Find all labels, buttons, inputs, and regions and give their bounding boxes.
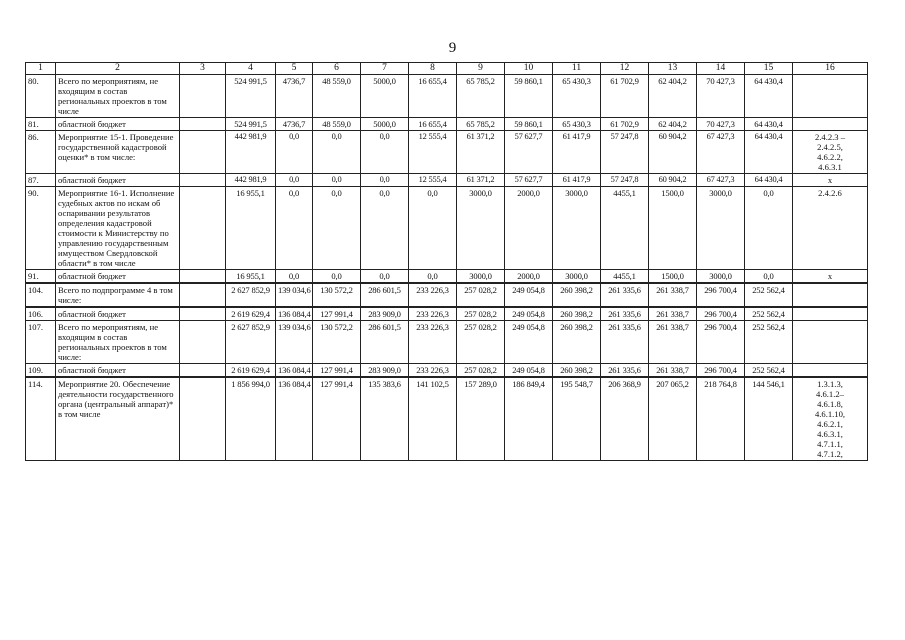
value-cell: 0,0 (276, 187, 313, 270)
row-description: областной бюджет (56, 364, 180, 378)
table-row (26, 75, 868, 118)
reference-line: 4.6.1.8, (817, 399, 843, 409)
column-header-12: 12 (601, 63, 649, 75)
value-cell: 0,0 (313, 174, 361, 187)
column-header-3: 3 (180, 63, 226, 75)
value-cell: 48 559,0 (313, 75, 361, 118)
row-description: Мероприятие 15-1. Проведение государственной кадастровой оценки* в том числе: (56, 131, 180, 174)
value-cell: 257 028,2 (457, 307, 505, 321)
value-cell: 62 404,2 (649, 75, 697, 118)
budget-table (25, 62, 868, 461)
value-cell: 0,0 (361, 174, 409, 187)
value-cell: 260 398,2 (553, 283, 601, 307)
column-header-9: 9 (457, 63, 505, 75)
row-reference (793, 174, 868, 187)
value-cell: 286 601,5 (361, 321, 409, 364)
value-cell: 57 247,8 (601, 174, 649, 187)
value-cell: 218 764,8 (697, 377, 745, 461)
row-column-3 (180, 283, 226, 307)
value-cell: 70 427,3 (697, 118, 745, 131)
value-cell: 4455,1 (601, 187, 649, 270)
value-cell: 127 991,4 (313, 307, 361, 321)
row-reference (793, 187, 868, 270)
value-cell: 136 084,4 (276, 364, 313, 378)
value-cell: 0,0 (409, 270, 457, 284)
table-row (26, 187, 868, 270)
value-cell: 65 430,3 (553, 75, 601, 118)
table-row (26, 307, 868, 321)
value-cell: 249 054,8 (505, 321, 553, 364)
row-description: Мероприятие 16-1. Исполнение судебных актов по искам об оспаривании результатов определения кадастровой стоимости к Министерству по управлению государственным имуществом Свердловской области* в том числе (56, 187, 180, 270)
value-cell: 252 562,4 (745, 307, 793, 321)
value-cell: 61 417,9 (553, 131, 601, 174)
value-cell: 3000,0 (457, 187, 505, 270)
value-cell: 4736,7 (276, 75, 313, 118)
value-cell: 16 955,1 (226, 187, 276, 270)
reference-line: 4.6.1.10, (814, 409, 846, 419)
reference-line: 2.4.2.3 – (814, 132, 846, 142)
value-cell: 1500,0 (649, 270, 697, 284)
table-row (26, 377, 868, 461)
row-reference (793, 118, 868, 131)
value-cell: 2 619 629,4 (226, 307, 276, 321)
value-cell: 65 785,2 (457, 75, 505, 118)
column-header-13: 13 (649, 63, 697, 75)
value-cell: 233 226,3 (409, 321, 457, 364)
row-number: 80. (26, 75, 56, 118)
row-number: 104. (26, 283, 56, 307)
value-cell: 1 856 994,0 (226, 377, 276, 461)
reference-line: 2.4.2.5, (817, 142, 843, 152)
value-cell: 296 700,4 (697, 283, 745, 307)
value-cell: 233 226,3 (409, 364, 457, 378)
row-column-3 (180, 131, 226, 174)
column-header-10: 10 (505, 63, 553, 75)
value-cell: 3000,0 (697, 187, 745, 270)
value-cell: 442 981,9 (226, 131, 276, 174)
row-description: областной бюджет (56, 174, 180, 187)
row-reference (793, 364, 868, 378)
value-cell: 0,0 (276, 131, 313, 174)
column-number-header (26, 63, 868, 75)
value-cell: 442 981,9 (226, 174, 276, 187)
row-column-3 (180, 174, 226, 187)
value-cell: 70 427,3 (697, 75, 745, 118)
column-header-5: 5 (276, 63, 313, 75)
value-cell: 257 028,2 (457, 364, 505, 378)
value-cell: 67 427,3 (697, 174, 745, 187)
value-cell: 57 627,7 (505, 174, 553, 187)
value-cell: 0,0 (745, 187, 793, 270)
value-cell: 61 702,9 (601, 75, 649, 118)
value-cell: 524 991,5 (226, 118, 276, 131)
row-column-3 (180, 75, 226, 118)
row-description: Всего по мероприятиям, не входящим в состав региональных проектов в том числе: (56, 321, 180, 364)
value-cell: 0,0 (361, 187, 409, 270)
value-cell: 130 572,2 (313, 283, 361, 307)
value-cell: 261 335,6 (601, 364, 649, 378)
row-column-3 (180, 307, 226, 321)
value-cell: 0,0 (313, 131, 361, 174)
value-cell: 2 627 852,9 (226, 321, 276, 364)
column-header-15: 15 (745, 63, 793, 75)
value-cell: 67 427,3 (697, 131, 745, 174)
value-cell: 127 991,4 (313, 364, 361, 378)
value-cell: 249 054,8 (505, 364, 553, 378)
table-row (26, 174, 868, 187)
row-column-3 (180, 377, 226, 461)
value-cell: 64 430,4 (745, 174, 793, 187)
value-cell: 64 430,4 (745, 75, 793, 118)
row-description: Всего по подпрограмме 4 в том числе: (56, 283, 180, 307)
column-header-6: 6 (313, 63, 361, 75)
row-description: областной бюджет (56, 307, 180, 321)
row-reference (793, 75, 868, 118)
reference-line: 1.3.1.3, (817, 379, 843, 389)
value-cell: 65 785,2 (457, 118, 505, 131)
value-cell: 252 562,4 (745, 283, 793, 307)
value-cell: 12 555,4 (409, 131, 457, 174)
value-cell: 139 034,6 (276, 321, 313, 364)
value-cell: 261 338,7 (649, 321, 697, 364)
row-number: 81. (26, 118, 56, 131)
row-reference (793, 270, 868, 284)
value-cell: 249 054,8 (505, 283, 553, 307)
value-cell: 0,0 (361, 131, 409, 174)
row-description: Мероприятие 20. Обеспечение деятельности государственного органа (центральный аппарат)* в том числе (56, 377, 180, 461)
value-cell: 65 430,3 (553, 118, 601, 131)
row-column-3 (180, 321, 226, 364)
value-cell: 127 991,4 (313, 377, 361, 461)
value-cell: 2000,0 (505, 187, 553, 270)
value-cell: 261 335,6 (601, 321, 649, 364)
value-cell: 157 289,0 (457, 377, 505, 461)
reference-line: 4.6.2.1, (817, 419, 843, 429)
value-cell: 59 860,1 (505, 75, 553, 118)
table-row (26, 118, 868, 131)
row-reference (793, 307, 868, 321)
value-cell: 252 562,4 (745, 321, 793, 364)
value-cell: 16 655,4 (409, 75, 457, 118)
value-cell: 135 383,6 (361, 377, 409, 461)
value-cell: 12 555,4 (409, 174, 457, 187)
value-cell: 61 417,9 (553, 174, 601, 187)
value-cell: 64 430,4 (745, 118, 793, 131)
reference-line: 2.4.2.6 (818, 188, 842, 198)
column-header-16: 16 (793, 63, 868, 75)
row-column-3 (180, 364, 226, 378)
row-reference (793, 283, 868, 307)
value-cell: 64 430,4 (745, 131, 793, 174)
value-cell: 2 627 852,9 (226, 283, 276, 307)
row-column-3 (180, 187, 226, 270)
value-cell: 524 991,5 (226, 75, 276, 118)
value-cell: 139 034,6 (276, 283, 313, 307)
row-number: 106. (26, 307, 56, 321)
value-cell: 0,0 (313, 187, 361, 270)
value-cell: 144 546,1 (745, 377, 793, 461)
reference-line: х (827, 175, 833, 185)
value-cell: 186 849,4 (505, 377, 553, 461)
value-cell: 261 338,7 (649, 307, 697, 321)
value-cell: 296 700,4 (697, 321, 745, 364)
value-cell: 286 601,5 (361, 283, 409, 307)
value-cell: 2000,0 (505, 270, 553, 284)
value-cell: 261 335,6 (601, 307, 649, 321)
row-number: 90. (26, 187, 56, 270)
row-description: областной бюджет (56, 270, 180, 284)
value-cell: 57 627,7 (505, 131, 553, 174)
value-cell: 296 700,4 (697, 364, 745, 378)
table-row (26, 364, 868, 378)
value-cell: 3000,0 (697, 270, 745, 284)
row-number: 114. (26, 377, 56, 461)
value-cell: 4736,7 (276, 118, 313, 131)
column-header-14: 14 (697, 63, 745, 75)
value-cell: 283 909,0 (361, 364, 409, 378)
row-number: 87. (26, 174, 56, 187)
row-description: Всего по мероприятиям, не входящим в состав региональных проектов в том числе (56, 75, 180, 118)
column-header-8: 8 (409, 63, 457, 75)
value-cell: 257 028,2 (457, 283, 505, 307)
value-cell: 60 904,2 (649, 174, 697, 187)
value-cell: 260 398,2 (553, 364, 601, 378)
value-cell: 136 084,4 (276, 307, 313, 321)
value-cell: 261 338,7 (649, 283, 697, 307)
row-column-3 (180, 270, 226, 284)
row-reference (793, 321, 868, 364)
value-cell: 0,0 (409, 187, 457, 270)
value-cell: 283 909,0 (361, 307, 409, 321)
value-cell: 0,0 (745, 270, 793, 284)
table-row (26, 270, 868, 284)
page-number: 9 (448, 40, 457, 56)
value-cell: 260 398,2 (553, 307, 601, 321)
value-cell: 252 562,4 (745, 364, 793, 378)
value-cell: 130 572,2 (313, 321, 361, 364)
column-header-1: 1 (26, 63, 56, 75)
column-header-2: 2 (56, 63, 180, 75)
value-cell: 195 548,7 (553, 377, 601, 461)
value-cell: 141 102,5 (409, 377, 457, 461)
value-cell: 57 247,8 (601, 131, 649, 174)
reference-line: 4.6.2.2, (817, 152, 843, 162)
column-header-4: 4 (226, 63, 276, 75)
column-header-7: 7 (361, 63, 409, 75)
reference-line: 4.6.3.1, (817, 429, 843, 439)
value-cell: 0,0 (361, 270, 409, 284)
reference-line: 4.7.1.1, (817, 439, 843, 449)
row-reference (793, 377, 868, 461)
value-cell: 61 371,2 (457, 174, 505, 187)
table-row (26, 283, 868, 307)
row-description: областной бюджет (56, 118, 180, 131)
value-cell: 296 700,4 (697, 307, 745, 321)
table-row (26, 131, 868, 174)
value-cell: 5000,0 (361, 75, 409, 118)
value-cell: 0,0 (276, 270, 313, 284)
value-cell: 61 702,9 (601, 118, 649, 131)
value-cell: 4455,1 (601, 270, 649, 284)
value-cell: 261 335,6 (601, 283, 649, 307)
reference-line: 4.7.1.2, (817, 449, 843, 459)
value-cell: 206 368,9 (601, 377, 649, 461)
value-cell: 3000,0 (553, 187, 601, 270)
value-cell: 233 226,3 (409, 283, 457, 307)
value-cell: 260 398,2 (553, 321, 601, 364)
reference-line: х (827, 271, 833, 281)
row-number: 86. (26, 131, 56, 174)
value-cell: 0,0 (276, 174, 313, 187)
value-cell: 261 338,7 (649, 364, 697, 378)
row-number: 91. (26, 270, 56, 284)
reference-line: 4.6.3.1 (818, 162, 842, 172)
reference-line: 4.6.1.2– (816, 389, 844, 399)
value-cell: 249 054,8 (505, 307, 553, 321)
value-cell: 233 226,3 (409, 307, 457, 321)
value-cell: 1500,0 (649, 187, 697, 270)
value-cell: 136 084,4 (276, 377, 313, 461)
value-cell: 257 028,2 (457, 321, 505, 364)
value-cell: 59 860,1 (505, 118, 553, 131)
column-header-11: 11 (553, 63, 601, 75)
row-number: 109. (26, 364, 56, 378)
value-cell: 60 904,2 (649, 131, 697, 174)
value-cell: 3000,0 (553, 270, 601, 284)
value-cell: 0,0 (313, 270, 361, 284)
value-cell: 16 955,1 (226, 270, 276, 284)
row-reference (793, 131, 868, 174)
value-cell: 3000,0 (457, 270, 505, 284)
row-column-3 (180, 118, 226, 131)
value-cell: 16 655,4 (409, 118, 457, 131)
table-body (26, 75, 868, 461)
value-cell: 48 559,0 (313, 118, 361, 131)
value-cell: 62 404,2 (649, 118, 697, 131)
value-cell: 207 065,2 (649, 377, 697, 461)
value-cell: 2 619 629,4 (226, 364, 276, 378)
table-row (26, 321, 868, 364)
value-cell: 5000,0 (361, 118, 409, 131)
row-number: 107. (26, 321, 56, 364)
value-cell: 61 371,2 (457, 131, 505, 174)
